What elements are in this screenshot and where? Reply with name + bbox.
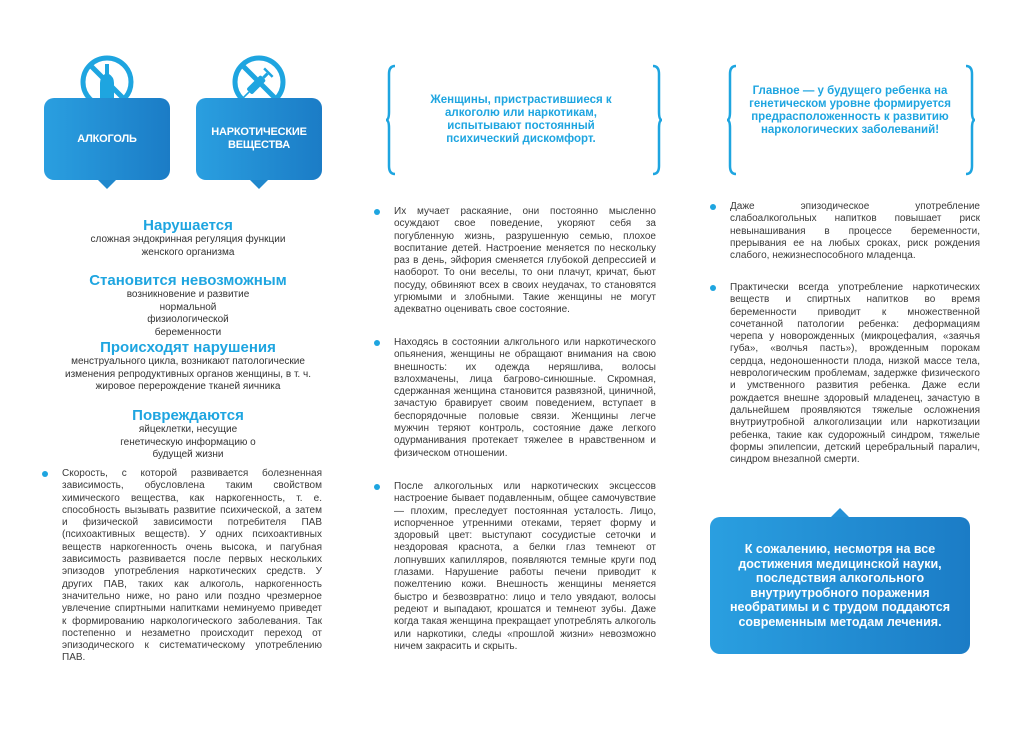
effect-heading: Нарушается: [143, 217, 233, 234]
paragraph-text: После алкогольных или наркотических эксцессов настроение бывает подавленным, общее самочувствие — плохим, преследует постоянная усталость. Лицо, испорченное утренними отеками, теряет форму и здоровый цвет: выступают сосудистые сеточки и нездоровая краснота, а белки глаз темнеют от лопнувших капилляров, появляются темные круги под глазами. Нарушение работы печени приводит к пожелтению кожи. Внешность женщины меняется быстро и безвозвратно: лицо и тело увядают, волосы редеют и выпадают, крошатся и темнеют зубы. Даже когда такая женщина прекращает употреблять алкоголь или наркотики, следы «прошлой жизни» невозможно ничем закрасить и скрыть.: [394, 481, 656, 652]
paragraph-text: Скорость, с которой развивается болезненная зависимость, обусловлена таким свойством химического вещества, как наркогенность, т. е. способность вызывать развитие психической, а затем и физической зависимости потребителя ПАВ (психоактивных веществ). У одних психоактивных веществ наркогенность очень высока, и пагубная зависимость развивается после первых нескольких эпизодов употребления наркотических средств. У других ПАВ, таких как алкоголь, наркогенность значительно ниже, но рано или поздно чрезмерное увлечение спиртными напитками неминуемо приведет к формированию наркологического заболевания. Так постепенно и незаметно происходит переход от эпизодического к систематическому употреблению ПАВ.: [62, 468, 322, 664]
conclusion-box: [710, 517, 970, 654]
drugs-box: [196, 98, 322, 180]
left-brace-icon: [385, 64, 397, 176]
effect-heading: Становится невозможным: [89, 272, 287, 289]
right-quote: Главное — у будущего ребенка на генетическом уровне формируется предрасположенность к развитию наркологических заболеваний!: [749, 85, 951, 136]
bullet-icon: [710, 204, 716, 210]
paragraph-text: Находясь в состоянии алкгольного или наркотического опьянения, женщины не обращают внимания на свою внешность: их одежда неряшлива, волосы взлохмачены, лица багрово-синюшные. Скромная, сдержанная женщина становится развязной, циничной, зачастую бравирует своим поведением, вступает в беспорядочные половые связи. Женщины легче мужчин теряют контроль, состояние даже легкого одурманивания протекает тяжелее в нравственном и физическом отношении.: [394, 337, 656, 459]
effect-text: яйцеклетки, несущие генетическую информацию о будущей жизни: [120, 424, 256, 460]
drugs-box-label: НАРКОТИЧЕСКИЕ ВЕЩЕСТВА: [211, 126, 307, 151]
bullet-paragraph: [706, 282, 980, 466]
box-pointer: [98, 180, 116, 189]
effect-heading: Происходят нарушения: [100, 339, 276, 356]
bullet-paragraph: [370, 481, 656, 653]
left-brace-icon: [726, 64, 738, 176]
bullet-paragraph: [706, 201, 980, 262]
middle-quote: Женщины, пристрастившиеся к алкоголю или наркотикам, испытывают постоянный психический дискомфорт.: [430, 94, 612, 145]
effect-heading: Повреждаются: [132, 407, 244, 424]
box-pointer: [250, 180, 268, 189]
right-brace-icon: [964, 64, 976, 176]
effect-item: [52, 340, 324, 394]
box-pointer: [831, 508, 849, 517]
effect-text: менструального цикла, возникают патологические изменения репродуктивных органов женщины, в т. ч. жировое перерождение тканей яичника: [65, 356, 311, 392]
effect-item: [60, 273, 316, 339]
bullet-icon: [374, 209, 380, 215]
effect-text: сложная эндокринная регуляция функции женского организма: [90, 234, 286, 258]
bullet-paragraph: [38, 468, 322, 665]
bullet-icon: [710, 285, 716, 291]
conclusion-text: К сожалению, несмотря на все достижения медицинской науки, последствия алкогольного внутриутробного поражения необратимы и с трудом поддаются современным методам лечения.: [730, 542, 950, 629]
bullet-icon: [42, 471, 48, 477]
right-brace-icon: [651, 64, 663, 176]
alcohol-box: [44, 98, 170, 180]
bullet-icon: [374, 340, 380, 346]
effect-item: [60, 218, 316, 259]
paragraph-text: Их мучает раскаяние, они постоянно мысленно осуждают свое поведение, укоряют себя за погубленную жизнь, разрушенную семью, плохое воспитание детей. Настроение меняется по нескольку раз в день, эйфория сменяется глубокой депрессией и наоборот. То они веселы, то они плачут, кричат, бьют посуду, обвиняют всех в своих неудачах, то становятся угрюмыми и злобными. Такие женщины не могут адекватно оценивать свое состояние.: [394, 206, 656, 316]
paragraph-text: Практически всегда употребление наркотических веществ и спиртных напитков во время беременности приводит к множественной сочетанной патологии ребенка: деформациям черепа у новорожденных (микроцефалия, «заячья губа», «волчья пасть»), врожденным порокам сердца, недоношенности плода, низкой массе тела, неврологическим проблемам, задержке физического и умственного развития ребенка. Даже если рождается внешне здоровый младенец, зачастую в дальнейшем проявляются тяжелые осложнения внутриутробной алкоголизации или наркотизации ребенка, такие как судорожный синдром, тяжелые формы эпилепсии, детский церебральный паралич, синдром внезапной смерти.: [730, 282, 980, 466]
effect-text: возникновение и развитие нормальной физиологической беременности: [126, 289, 250, 338]
alcohol-box-label: АЛКОГОЛЬ: [77, 132, 137, 145]
bullet-icon: [374, 484, 380, 490]
effect-item: [60, 408, 316, 462]
paragraph-text: Даже эпизодическое употребление слабоалкогольных напитков повышает риск невынашивания в процессе беременности, прерывания ее на любых сроках, риск рождения слабого, нежизнеспособного младенца.: [730, 201, 980, 262]
bullet-paragraph: [370, 337, 656, 460]
bullet-paragraph: [370, 206, 656, 317]
